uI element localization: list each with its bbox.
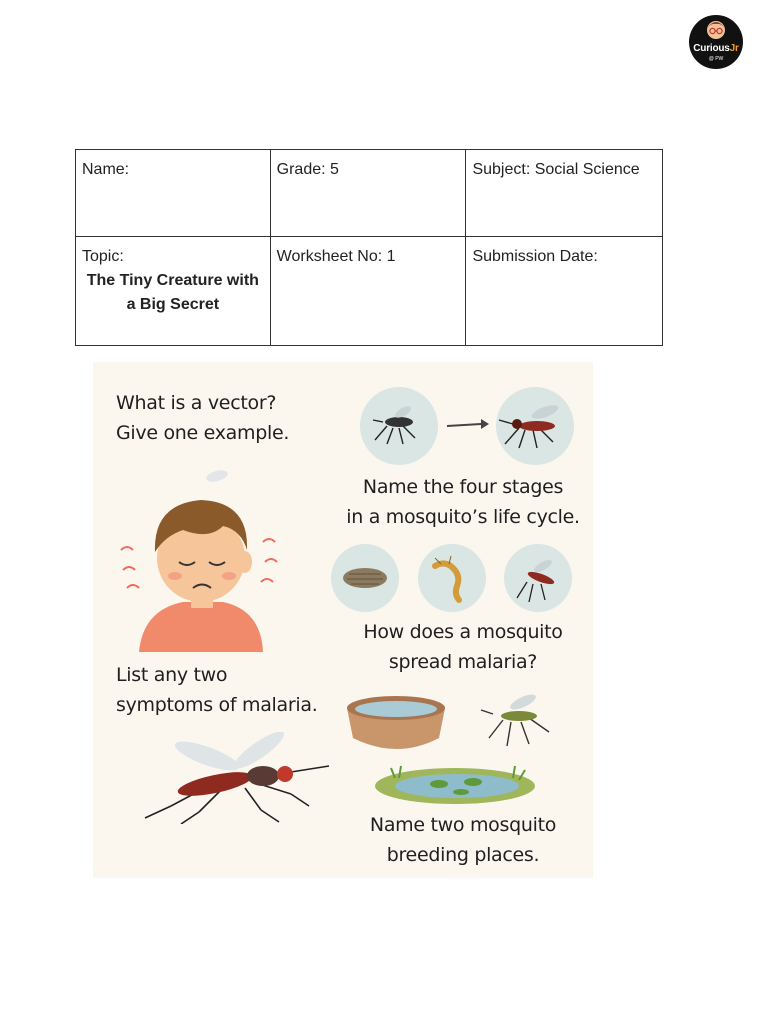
question-symptoms: List any two symptoms of malaria. [116, 664, 318, 716]
life-cycle-stages-illustration [331, 544, 575, 616]
sick-child-illustration [113, 470, 293, 652]
question-breeding-places: Name two mosquito breeding places. [369, 814, 557, 866]
topic-cell [76, 237, 271, 346]
mosquito-illustration [141, 732, 331, 824]
topic-label: Topic: [82, 248, 124, 265]
mosquito-growth-illustration [359, 386, 575, 468]
grade-cell: Grade: 5 [270, 150, 466, 237]
question-life-cycle: Name the four stages in a mosquito’s life cycle. [346, 476, 580, 528]
logo-wordmark: CuriousJr [693, 43, 739, 54]
name-cell[interactable]: Name: [76, 150, 271, 237]
topic-title: The Tiny Creature with a Big Secret [86, 272, 259, 313]
question-vector: What is a vector? Give one example. [116, 392, 290, 444]
logo-sub: @ PW [708, 56, 724, 62]
breeding-places-illustration [343, 690, 571, 810]
question-spread-malaria: How does a mosquito spread malaria? [363, 621, 563, 673]
submission-date-cell[interactable]: Submission Date: [466, 237, 663, 346]
curiousjr-logo [688, 14, 744, 70]
malaria-poster [93, 362, 593, 878]
worksheet-header-table [75, 149, 663, 346]
worksheet-no-cell: Worksheet No: 1 [270, 237, 466, 346]
subject-cell: Subject: Social Science [466, 150, 663, 237]
